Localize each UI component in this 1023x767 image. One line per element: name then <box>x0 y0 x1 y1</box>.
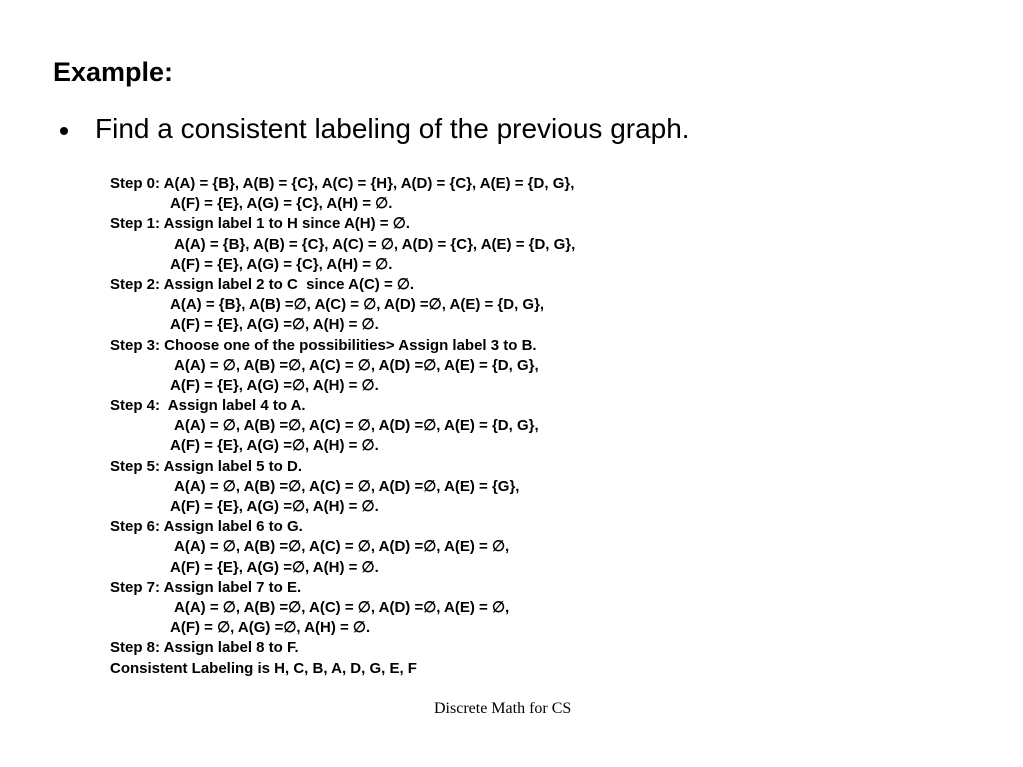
step-6-line: Step 6: Assign label 6 to G. <box>110 518 303 536</box>
slide-title: Example: <box>53 57 174 87</box>
step-8-line: Step 8: Assign label 8 to F. <box>110 639 299 657</box>
step-1-sets-a: A(A) = {B}, A(B) = {C}, A(C) = ∅, A(D) = {C}, A(E) = {D, G}, <box>174 235 576 253</box>
step-4-sets-a: A(A) = ∅, A(B) =∅, A(C) = ∅, A(D) =∅, A(E) = {D, G}, <box>174 417 539 435</box>
step-1-line: Step 1: Assign label 1 to H since A(H) = ∅. <box>110 215 410 233</box>
step-0-cont: A(F) = {E}, A(G) = {C}, A(H) = ∅. <box>170 195 393 213</box>
step-3-sets-b: A(F) = {E}, A(G) =∅, A(H) = ∅. <box>170 376 379 394</box>
step-7-sets-a: A(A) = ∅, A(B) =∅, A(C) = ∅, A(D) =∅, A(E) = ∅, <box>174 598 510 616</box>
step-2-sets-b: A(F) = {E}, A(G) =∅, A(H) = ∅. <box>170 316 379 334</box>
step-6-sets-b: A(F) = {E}, A(G) =∅, A(H) = ∅. <box>170 558 379 576</box>
step-7-line: Step 7: Assign label 7 to E. <box>110 578 302 596</box>
step-0-line: Step 0: A(A) = {B}, A(B) = {C}, A(C) = {H}, A(D) = {C}, A(E) = {D, G}, <box>110 175 575 192</box>
step-4-line: Step 4: Assign label 4 to A. <box>110 397 306 415</box>
conclusion-line: Consistent Labeling is H, C, B, A, D, G, E, F <box>110 659 417 677</box>
step-5-line: Step 5: Assign label 5 to D. <box>110 457 302 475</box>
step-5-sets-a: A(A) = ∅, A(B) =∅, A(C) = ∅, A(D) =∅, A(E) = {G}, <box>174 477 520 495</box>
step-2-line: Step 2: Assign label 2 to C since A(C) = ∅. <box>110 275 415 293</box>
step-1-sets-b: A(F) = {E}, A(G) = {C}, A(H) = ∅. <box>170 255 393 273</box>
bullet-item <box>60 112 690 146</box>
step-7-sets-b: A(F) = ∅, A(G) =∅, A(H) = ∅. <box>170 619 371 637</box>
step-6-sets-a: A(A) = ∅, A(B) =∅, A(C) = ∅, A(D) =∅, A(E) = ∅, <box>174 538 510 556</box>
steps-block <box>110 174 575 679</box>
step-3-line: Step 3: Choose one of the possibilities> Assign label 3 to B. <box>110 336 537 354</box>
step-2-sets-a: A(A) = {B}, A(B) =∅, A(C) = ∅, A(D) =∅, A(E) = {D, G}, <box>170 296 545 314</box>
step-4-sets-b: A(F) = {E}, A(G) =∅, A(H) = ∅. <box>170 437 379 455</box>
bullet-dot-icon <box>60 127 68 135</box>
step-3-sets-a: A(A) = ∅, A(B) =∅, A(C) = ∅, A(D) =∅, A(E) = {D, G}, <box>174 356 539 374</box>
bullet-text: Find a consistent labeling of the previous graph. <box>95 113 690 144</box>
footer-text: Discrete Math for CS <box>434 700 572 717</box>
step-5-sets-b: A(F) = {E}, A(G) =∅, A(H) = ∅. <box>170 498 379 515</box>
